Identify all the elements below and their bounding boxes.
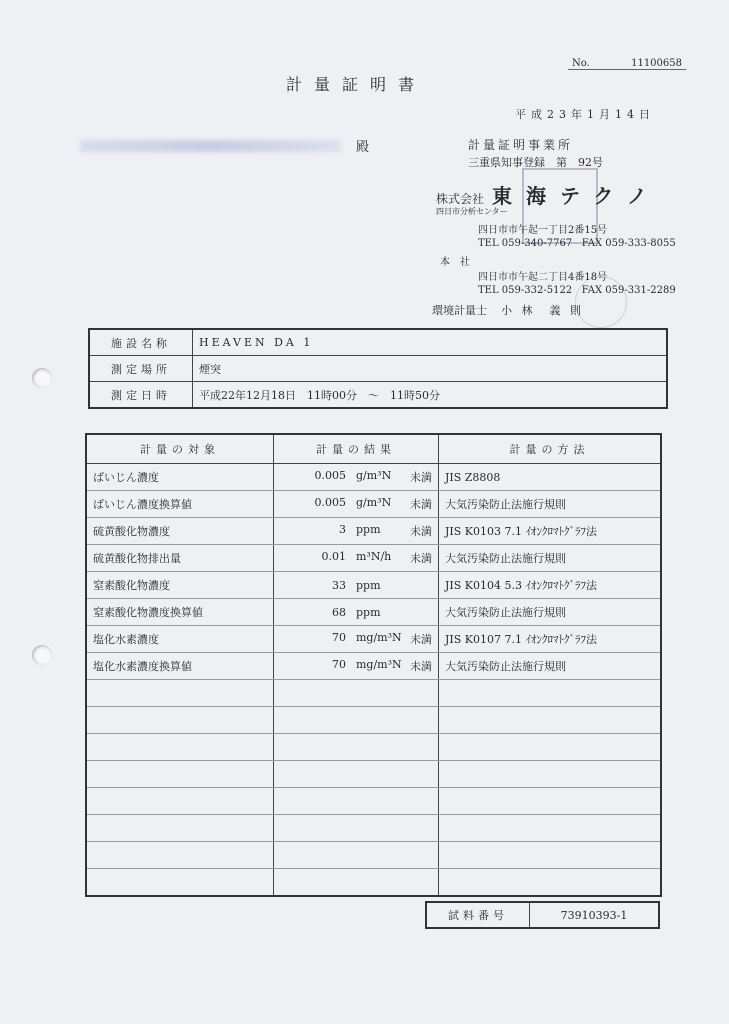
empty-cell (86, 707, 274, 734)
registration: 三重県知事登録 第 92号 (468, 156, 603, 169)
result-value: 3 (339, 523, 346, 536)
result-value: 33 (332, 578, 346, 592)
result-qualifier: 未満 (410, 660, 432, 673)
hq-label: 本 社 (440, 257, 470, 268)
doc-no-label: No. (572, 58, 590, 69)
empty-cell (274, 815, 439, 842)
empty-cell (86, 680, 274, 707)
result-unit: g/m³N (356, 469, 392, 482)
table-row (86, 788, 661, 815)
info-row (89, 382, 667, 409)
branch-fax: FAX 059-333-8055 (581, 238, 676, 249)
empty-cell (86, 788, 274, 815)
recipient-suffix: 殿 (356, 140, 370, 155)
result-qualifier: 未満 (410, 471, 432, 484)
facility-info-table (88, 328, 668, 409)
table-row (86, 599, 661, 626)
empty-cell (439, 707, 662, 734)
measurement-item: ばいじん濃度 (86, 464, 274, 491)
measurement-method: 大気汚染防止法施行規則 (439, 491, 662, 518)
measurement-result (274, 572, 439, 599)
measurement-method: 大気汚染防止法施行規則 (439, 653, 662, 680)
empty-cell (439, 734, 662, 761)
measurement-result (274, 491, 439, 518)
result-value: 0.005 (314, 469, 346, 482)
page-title: 計量証明書 (286, 75, 427, 94)
result-value: 70 (332, 658, 346, 671)
result-qualifier: 未満 (410, 498, 432, 511)
branch-tel: TEL 059-340-7767 (478, 238, 573, 249)
measurement-method: 大気汚染防止法施行規則 (439, 545, 662, 572)
table-row (86, 464, 661, 491)
doc-no-value: 11100658 (631, 58, 682, 69)
hq-fax: FAX 059-331-2289 (581, 285, 676, 296)
company-name: 東海テクノ (492, 184, 661, 208)
measurement-datetime: 平成22年12月18日 11時00分 ～ 11時50分 (193, 382, 668, 409)
result-unit: ppm (356, 523, 381, 536)
header-result: 計量の結果 (274, 434, 439, 464)
empty-cell (274, 788, 439, 815)
punch-hole (32, 368, 52, 388)
result-unit: mg/m³N (356, 631, 402, 644)
document-number (568, 58, 686, 70)
table-row (86, 869, 661, 897)
measurement-item: 窒素酸化物濃度 (86, 572, 274, 599)
info-label: 測定日時 (89, 382, 193, 409)
issue-date: 平成23年1月14日 (515, 108, 655, 121)
result-unit: g/m³N (356, 496, 392, 509)
result-unit: ppm (356, 578, 381, 592)
measurement-result (274, 599, 439, 626)
measurement-result (274, 653, 439, 680)
info-label: 測定場所 (89, 356, 193, 382)
office-title: 計量証明事業所 (468, 138, 574, 152)
table-row (86, 653, 661, 680)
empty-cell (86, 842, 274, 869)
empty-cell (439, 842, 662, 869)
measurement-method: 大気汚染防止法施行規則 (439, 599, 662, 626)
table-row (86, 680, 661, 707)
branch-address: 四日市市午起一丁目2番15号 (478, 225, 608, 236)
company (436, 180, 661, 209)
measurement-item: 硫黄酸化物排出量 (86, 545, 274, 572)
result-qualifier: 未満 (410, 552, 432, 565)
results-table (85, 433, 662, 897)
empty-cell (274, 842, 439, 869)
info-row (89, 356, 667, 382)
empty-cell (274, 680, 439, 707)
info-label: 施設名称 (89, 329, 193, 356)
redacted-recipient (80, 140, 340, 152)
empty-cell (86, 761, 274, 788)
measurement-result (274, 518, 439, 545)
measurement-result (274, 464, 439, 491)
result-unit: mg/m³N (356, 658, 402, 671)
empty-cell (439, 680, 662, 707)
empty-cell (274, 734, 439, 761)
measurement-location: 煙突 (193, 356, 668, 382)
measurement-method: JIS K0104 5.3 ｲｵﾝｸﾛﾏﾄｸﾞﾗﾌ法 (439, 572, 662, 599)
table-row (86, 572, 661, 599)
sample-number: 73910393-1 (530, 902, 660, 928)
facility-name: HEAVEN DA 1 (193, 329, 668, 356)
measurement-item: ばいじん濃度換算値 (86, 491, 274, 518)
hq-tel: TEL 059-332-5122 (478, 285, 573, 296)
empty-cell (86, 734, 274, 761)
measurement-method: JIS Z8808 (439, 464, 662, 491)
empty-cell (274, 869, 439, 897)
header-item: 計量の対象 (86, 434, 274, 464)
table-row (86, 626, 661, 653)
measurement-result (274, 545, 439, 572)
punch-hole (32, 645, 52, 665)
result-qualifier: 未満 (410, 633, 432, 646)
table-row (86, 815, 661, 842)
measurement-item: 塩化水素濃度換算値 (86, 653, 274, 680)
info-row (89, 329, 667, 356)
table-row (86, 842, 661, 869)
table-row (86, 491, 661, 518)
sample-number-box (425, 901, 660, 929)
result-unit: m³N/h (356, 550, 392, 563)
empty-cell (439, 869, 662, 897)
empty-cell (439, 788, 662, 815)
result-value: 0.005 (314, 496, 346, 509)
measurement-item: 硫黄酸化物濃度 (86, 518, 274, 545)
certifier-name: 小 林 義 則 (501, 304, 584, 317)
table-row (86, 518, 661, 545)
table-row (86, 734, 661, 761)
sample-label: 試料番号 (426, 902, 530, 928)
header-method: 計量の方法 (439, 434, 662, 464)
header-row (86, 434, 661, 464)
hq-address: 四日市市午起二丁目4番18号 (478, 272, 608, 283)
result-value: 0.01 (321, 550, 346, 563)
measurement-item: 窒素酸化物濃度換算値 (86, 599, 274, 626)
result-unit: ppm (356, 605, 381, 619)
result-value: 70 (332, 631, 346, 644)
measurement-method: JIS K0107 7.1 ｲｵﾝｸﾛﾏﾄｸﾞﾗﾌ法 (439, 626, 662, 653)
company-prefix: 株式会社 (436, 192, 485, 206)
empty-cell (274, 761, 439, 788)
empty-cell (274, 707, 439, 734)
table-row (86, 707, 661, 734)
measurement-method: JIS K0103 7.1 ｲｵﾝｸﾛﾏﾄｸﾞﾗﾌ法 (439, 518, 662, 545)
measurement-result (274, 626, 439, 653)
measurement-item: 塩化水素濃度 (86, 626, 274, 653)
empty-cell (86, 815, 274, 842)
certifier-label: 環境計量士 (432, 304, 487, 317)
branch-name: 四日市分析センター (436, 207, 508, 216)
empty-cell (86, 869, 274, 897)
empty-cell (439, 815, 662, 842)
table-row (86, 761, 661, 788)
table-row (86, 545, 661, 572)
result-qualifier: 未満 (410, 525, 432, 538)
result-value: 68 (332, 605, 346, 619)
empty-cell (439, 761, 662, 788)
